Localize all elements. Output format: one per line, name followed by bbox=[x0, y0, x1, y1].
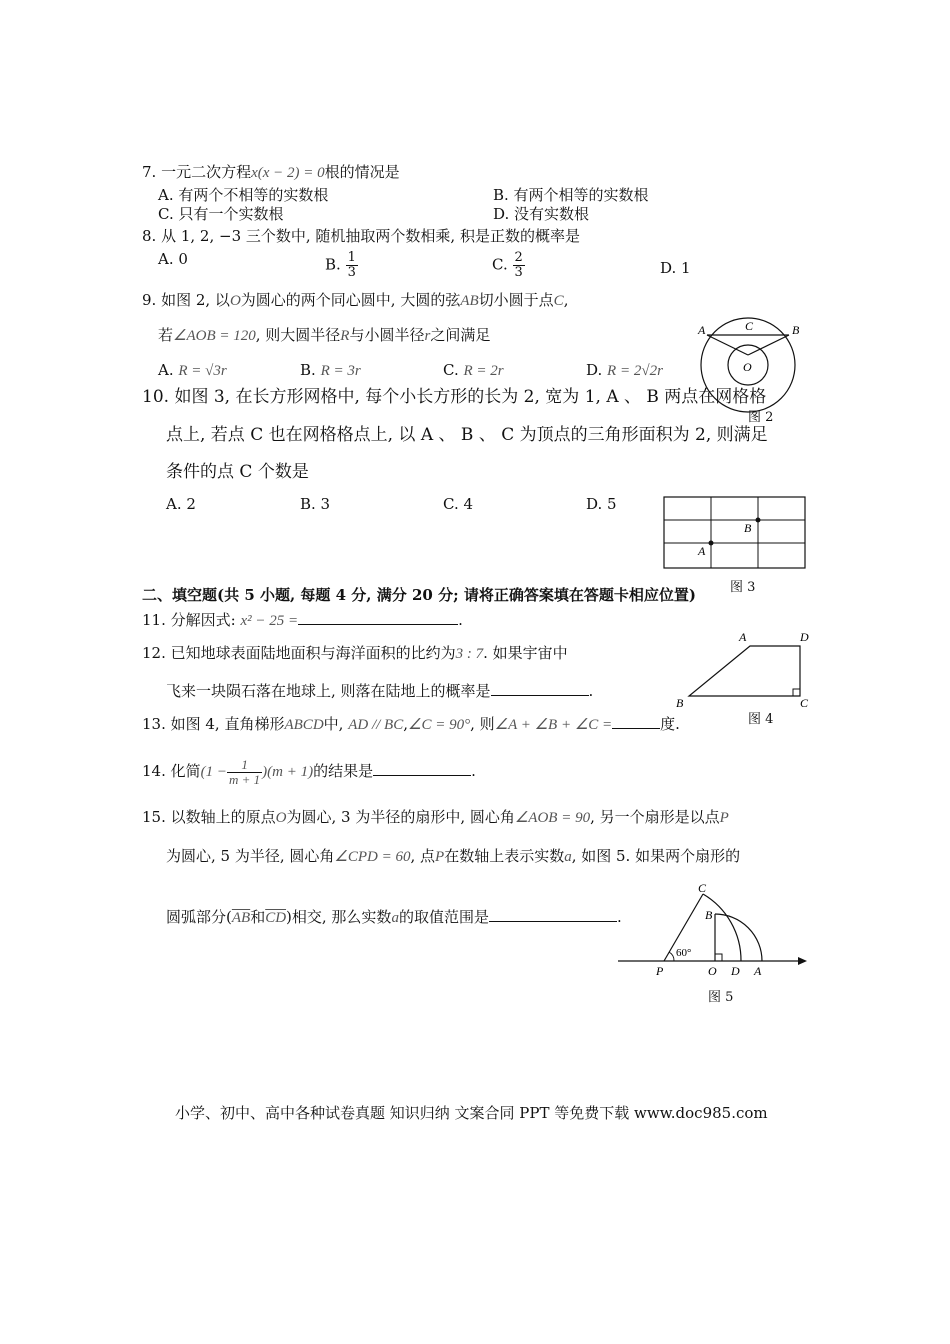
fig3-border bbox=[664, 497, 805, 568]
q9-option-b: B. R = 3r bbox=[300, 361, 361, 379]
q15-line2: 为圆心, 5 为半径, 圆心角∠CPD = 60, 点P在数轴上表示实数a, 如图 5. 如果两个扇形的 bbox=[166, 847, 741, 865]
q8-option-c-fraction: $\frac{2}{3}$ bbox=[514, 250, 523, 280]
q8-option-a: A. 0 bbox=[158, 250, 188, 268]
fig5-label-c: C bbox=[698, 882, 707, 895]
figure-4 bbox=[672, 628, 818, 710]
q10-option-d: D. 5 bbox=[586, 495, 617, 513]
fig2-label-b: B bbox=[792, 323, 800, 337]
fig5-angle-label: 60° bbox=[676, 947, 692, 959]
fig4-label-d: D bbox=[800, 630, 809, 644]
q14: 14. 化简(1 − $\frac{1}{m + 1}$ )(m + 1)的结果是 . bbox=[142, 756, 476, 787]
fig2-caption: 图 2 bbox=[748, 410, 774, 425]
fig5-arc-cd bbox=[703, 894, 741, 961]
q7-stem-text: 7. 一元二次方程 bbox=[142, 163, 252, 181]
q14-answer-blank bbox=[373, 761, 471, 776]
fig2-label-o: O bbox=[743, 360, 752, 374]
q10-line1: 10. 如图 3, 在长方形网格中, 每个小长方形的长为 2, 宽为 1, A 、 B 两点在网格格 bbox=[142, 387, 767, 407]
q8-option-b: B. $\frac{1}{3}$ bbox=[325, 250, 356, 280]
q9-option-c: C. R = 2r bbox=[443, 361, 504, 379]
fig3-label-b: B bbox=[744, 521, 752, 535]
fig5-label-a: A bbox=[754, 964, 762, 978]
section-2-heading: 二、填空题(共 5 小题, 每题 4 分, 满分 20 分; 请将正确答案填在答题卡相应位置) bbox=[142, 586, 696, 604]
fig5-label-p: P bbox=[656, 964, 664, 978]
q10-option-c: C. 4 bbox=[443, 495, 474, 513]
q7-option-d: D. 没有实数根 bbox=[493, 205, 590, 223]
q7-equation: x(x − 2) = 0 bbox=[251, 165, 325, 181]
q8-option-b-fraction: $\frac{1}{3}$ bbox=[347, 250, 356, 280]
q7-option-a: A. 有两个不相等的实数根 bbox=[158, 186, 329, 204]
fig5-axis-arrow bbox=[798, 957, 807, 965]
fig3-point-a bbox=[709, 541, 714, 546]
q9-option-a: A. R = √3r bbox=[158, 361, 227, 379]
fig4-label-a: A bbox=[739, 630, 747, 644]
fig5-label-b: B bbox=[705, 908, 713, 922]
q10-option-a: A. 2 bbox=[166, 495, 196, 513]
q12-answer-blank bbox=[491, 681, 589, 696]
fig5-angle-arc bbox=[669, 952, 674, 961]
q10-line2: 点上, 若点 C 也在网格格点上, 以 A 、 B 、 C 为顶点的三角形面积为 2, 则满足 bbox=[166, 425, 768, 445]
fig4-caption: 图 4 bbox=[748, 712, 774, 727]
q9-option-d: D. R = 2√2r bbox=[586, 361, 663, 379]
fig4-label-b: B bbox=[676, 696, 684, 710]
fig3-point-b bbox=[756, 518, 761, 523]
q7-stem bbox=[142, 163, 400, 182]
fig3-label-a: A bbox=[698, 544, 706, 558]
q10-option-b: B. 3 bbox=[300, 495, 331, 513]
fig4-trapezoid bbox=[689, 646, 800, 696]
q8-option-c: C. $\frac{2}{3}$ bbox=[492, 250, 523, 280]
footer-text: 小学、初中、高中各种试卷真题 知识归纳 文案合同 PPT 等免费下载 www.doc985.com bbox=[175, 1104, 768, 1122]
fig4-label-c: C bbox=[800, 696, 809, 710]
figure-5 bbox=[612, 882, 812, 982]
q7-option-c: C. 只有一个实数根 bbox=[158, 205, 284, 223]
fig2-radius-oa bbox=[707, 335, 748, 355]
q7-option-b: B. 有两个相等的实数根 bbox=[493, 186, 649, 204]
fig5-label-o: O bbox=[708, 964, 717, 978]
q7-stem-suffix: 根的情况是 bbox=[324, 163, 400, 181]
q12-line1: 12. 已知地球表面陆地面积与海洋面积的比约为3 : 7. 如果宇宙中 bbox=[142, 644, 568, 662]
figure-3 bbox=[660, 494, 810, 574]
q8-option-d: D. 1 bbox=[660, 259, 691, 277]
fig2-radius-ob bbox=[748, 335, 789, 355]
fig2-label-a: A bbox=[698, 323, 706, 337]
q13: 13. 如图 4, 直角梯形ABCD中, AD // BC,∠C = 90°, 则∠A + ∠B + ∠C = 度. bbox=[142, 715, 680, 733]
q8-stem: 8. 从 1, 2, −3 三个数中, 随机抽取两个数相乘, 积是正数的概率是 bbox=[142, 227, 580, 245]
q12-line2: 飞来一块陨石落在地球上, 则落在陆地上的概率是 . bbox=[166, 682, 594, 700]
q15-line1: 15. 以数轴上的原点O为圆心, 3 为半径的扇形中, 圆心角∠AOB = 90, 另一个扇形是以点P bbox=[142, 808, 729, 826]
q9-line1: 9. 如图 2, 以O为圆心的两个同心圆中, 大圆的弦AB切小圆于点C, bbox=[142, 291, 569, 309]
fig4-right-angle-mark bbox=[793, 689, 800, 696]
fig5-caption: 图 5 bbox=[708, 990, 734, 1005]
fig3-caption: 图 3 bbox=[730, 580, 756, 595]
q11-answer-blank bbox=[298, 610, 458, 625]
fig5-label-d: D bbox=[731, 964, 740, 978]
q15-answer-blank bbox=[489, 907, 617, 922]
q10-line3: 条件的点 C 个数是 bbox=[166, 462, 309, 482]
q13-answer-blank bbox=[612, 714, 660, 729]
q15-line3: 圆弧部分($\overline{AB}$和$\overline{CD}$)相交, 那么实数a的取值范围是 . bbox=[166, 908, 622, 926]
fig2-label-c: C bbox=[745, 319, 754, 333]
q11: 11. 分解因式: x² − 25 = . bbox=[142, 611, 463, 629]
q9-line2: 若∠AOB = 120, 则大圆半径R与小圆半径r之间满足 bbox=[158, 326, 491, 344]
fig5-right-angle-mark bbox=[715, 954, 722, 961]
q14-fraction: $\frac{1}{m + 1}$ bbox=[229, 756, 261, 787]
